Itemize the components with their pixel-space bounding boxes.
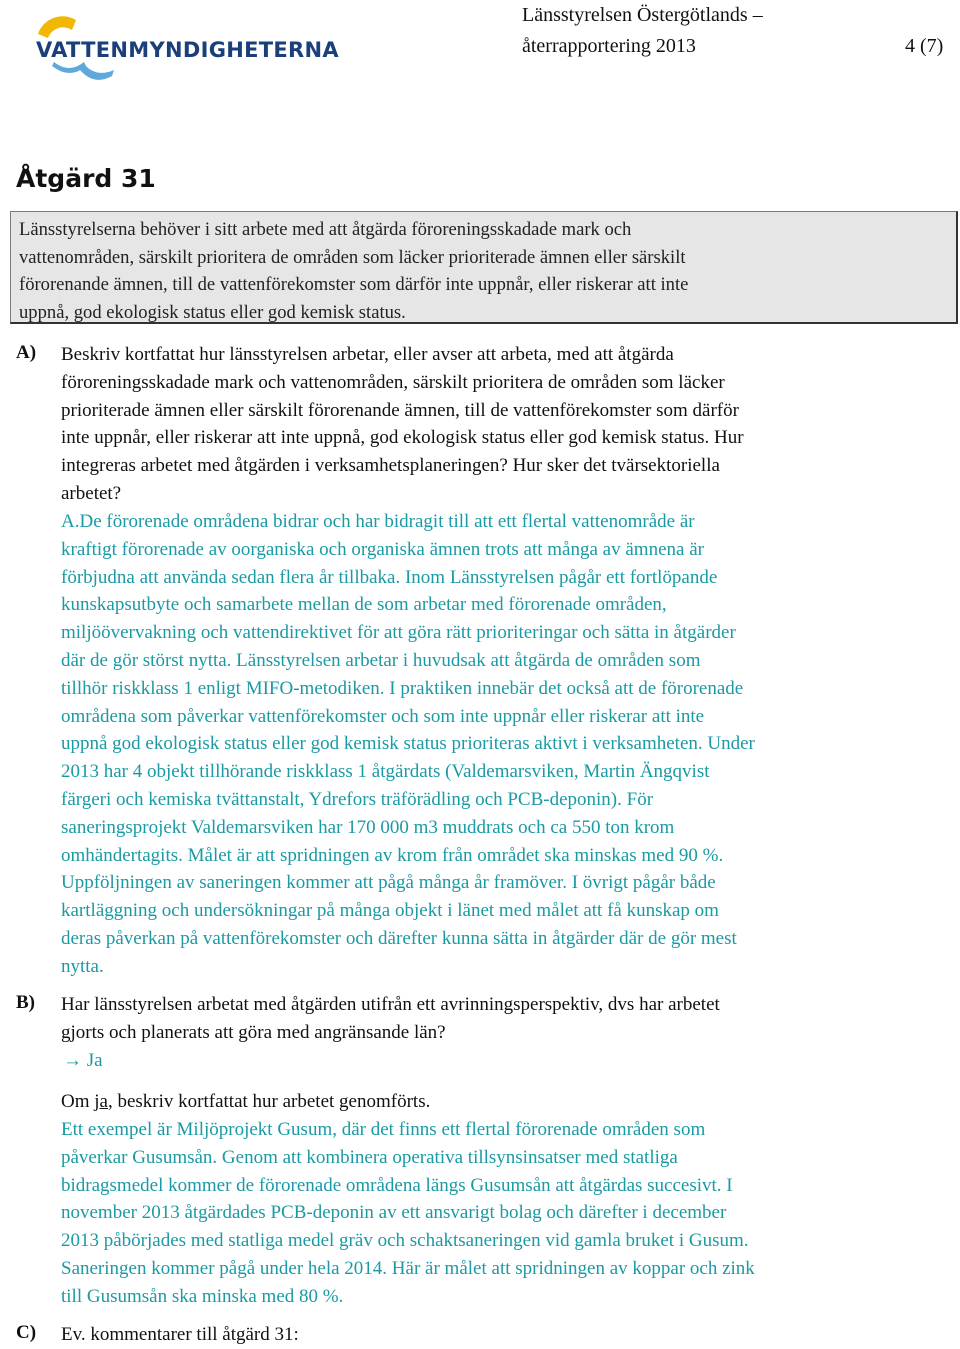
intro-line: förorenande ämnen, till de vattenförekomster som därför inte uppnår, eller riskerar att inte [19,274,689,296]
followup-ja: ja [94,1091,108,1112]
section-b-question [61,991,720,1047]
question-line: Har länsstyrelsen arbetat med åtgärden utifrån ett avrinningsperspektiv, dvs har arbetet [61,994,720,1015]
followup-suffix: , beskriv kortfattat hur arbetet genomförts. [107,1091,431,1112]
arrow-right-icon: → [63,1050,82,1071]
question-line: föroreningsskadade mark och vattenområden, särskilt prioritera de områden som läcker [61,371,725,393]
question-line: gjorts och planerats att göra med angränsande län? [61,1021,446,1043]
answer-line: Saneringen kommer pågå under hela 2014. Här är målet att spridningen av koppar och zink [61,1257,755,1279]
header-line-1: Länsstyrelsen Östergötlands – [522,4,763,26]
answer-line: färgeri och kemiska tvättanstalt, Ydrefors träförädling och PCB-deponin). För [61,788,654,810]
answer-line: bidragsmedel kommer de förorenade områdena längs Gusumsån att åtgärdas succesivt. I [61,1174,733,1196]
section-b-followup [61,1088,430,1116]
section-a-answer [61,508,755,981]
answer-line: kartläggning och undersökningar på många objekt i länet med målet att få kunskap om [61,900,719,922]
question-line: Beskriv kortfattat hur länsstyrelsen arbetar, eller avser att arbeta, med att åtgärda [61,344,674,365]
section-c-text [61,1321,299,1349]
page-title: Åtgärd 31 [16,164,156,193]
answer-line: påverkar Gusumsån. Genom att kombinera operativa tillsynsinsatser med statliga [61,1146,678,1168]
comment-prompt: Ev. kommentarer till åtgärd 31: [61,1324,299,1345]
page-number: 4 (7) [905,35,944,57]
question-line: inte uppnår, eller riskerar att inte uppnå, god ekologisk status eller god kemisk status. Hur [61,427,744,449]
answer-line: 2013 påbörjades med statliga medel gräv och schaktsaneringen vid gamla bruket i Gusum. [61,1230,749,1252]
logo-wordmark: VATTENMYNDIGHETERNA [36,38,339,62]
section-c-marker: C) [16,1322,37,1343]
answer-line: uppnå god ekologisk status eller god kemisk status prioriteras aktivt i verksamheten. Under [61,733,755,755]
answer-line: november 2013 åtgärdades PCB-deponin av ett ansvarigt bolag och därefter i december [61,1202,727,1224]
answer-ja: Ja [86,1050,103,1071]
vattenmyndigheterna-logo [14,4,344,86]
answer-line: tillhör riskklass 1 enligt MIFO-metodiken. I praktiken innebär det också att de förorenade [61,677,744,699]
answer-line: där de gör störst nytta. Länsstyrelsen arbetar i huvudsak att åtgärda de områden som [61,649,701,671]
answer-line: nytta. [61,955,104,977]
question-line: integreras arbetet med åtgärden i verksamhetsplaneringen? Hur sker det tvärsektoriella [61,455,720,477]
question-line: arbetet? [61,482,122,504]
answer-line: kraftigt förorenade av oorganiska och organiska ämnen trots att många av ämnena är [61,538,704,560]
intro-line: Länsstyrelserna behöver i sitt arbete med att åtgärda föroreningsskadade mark och [19,219,632,240]
header-line-2: återrapportering 2013 [522,35,696,57]
answer-line: omhändertagits. Målet är att spridningen av krom från området ska minskas med 90 %. [61,844,724,866]
answer-line: områdena som påverkar vattenförekomster och som inte uppnår eller riskerar att inte [61,705,705,727]
answer-line: deras påverkan på vattenförekomster och därefter kunna sätta in åtgärder där de gör mest [61,927,737,949]
answer-line: miljöövervakning och vattendirektivet för att göra rätt prioriteringar och sätta in åtgärder [61,622,736,644]
answer-line: Ett exempel är Miljöprojekt Gusum, där det finns ett flertal förorenade områden som [61,1119,706,1140]
answer-line: till Gusumsån ska minska med 80 %. [61,1285,344,1307]
intro-line: uppnå, god ekologisk status eller god kemisk status. [19,301,406,323]
question-line: prioriterade ämnen eller särskilt förorenande ämnen, till de vattenförekomster som därför [61,399,739,421]
answer-line: 2013 har 4 objekt tillhörande riskklass 1 åtgärdats (Valdemarsviken, Martin Ängqvist [61,761,710,783]
section-b-short-answer [63,1047,103,1075]
intro-line: vattenområden, särskilt prioritera de områden som läcker prioriterade ämnen eller särskilt [19,246,686,268]
answer-line: förbjudna att använda sedan flera år tillbaka. Inom Länsstyrelsen pågår ett fortlöpande [61,566,718,588]
section-a-question [61,341,744,508]
section-b-answer [61,1116,755,1311]
answer-line: kunskapsutbyte och samarbete mellan de som arbetar med förorenade områden, [61,594,667,616]
answer-line: Uppföljningen av saneringen kommer att pågå många år framöver. I övrigt pågår både [61,872,716,894]
followup-prefix: Om [61,1091,95,1112]
intro-box [10,211,958,324]
answer-line: saneringsprojekt Valdemarsviken har 170 000 m3 muddrats och ca 550 ton krom [61,816,675,838]
answer-line: A.De förorenade områdena bidrar och har bidragit till att ett flertal vattenområde är [61,511,695,532]
section-a-marker: A) [16,342,37,363]
section-b-marker: B) [16,992,35,1013]
